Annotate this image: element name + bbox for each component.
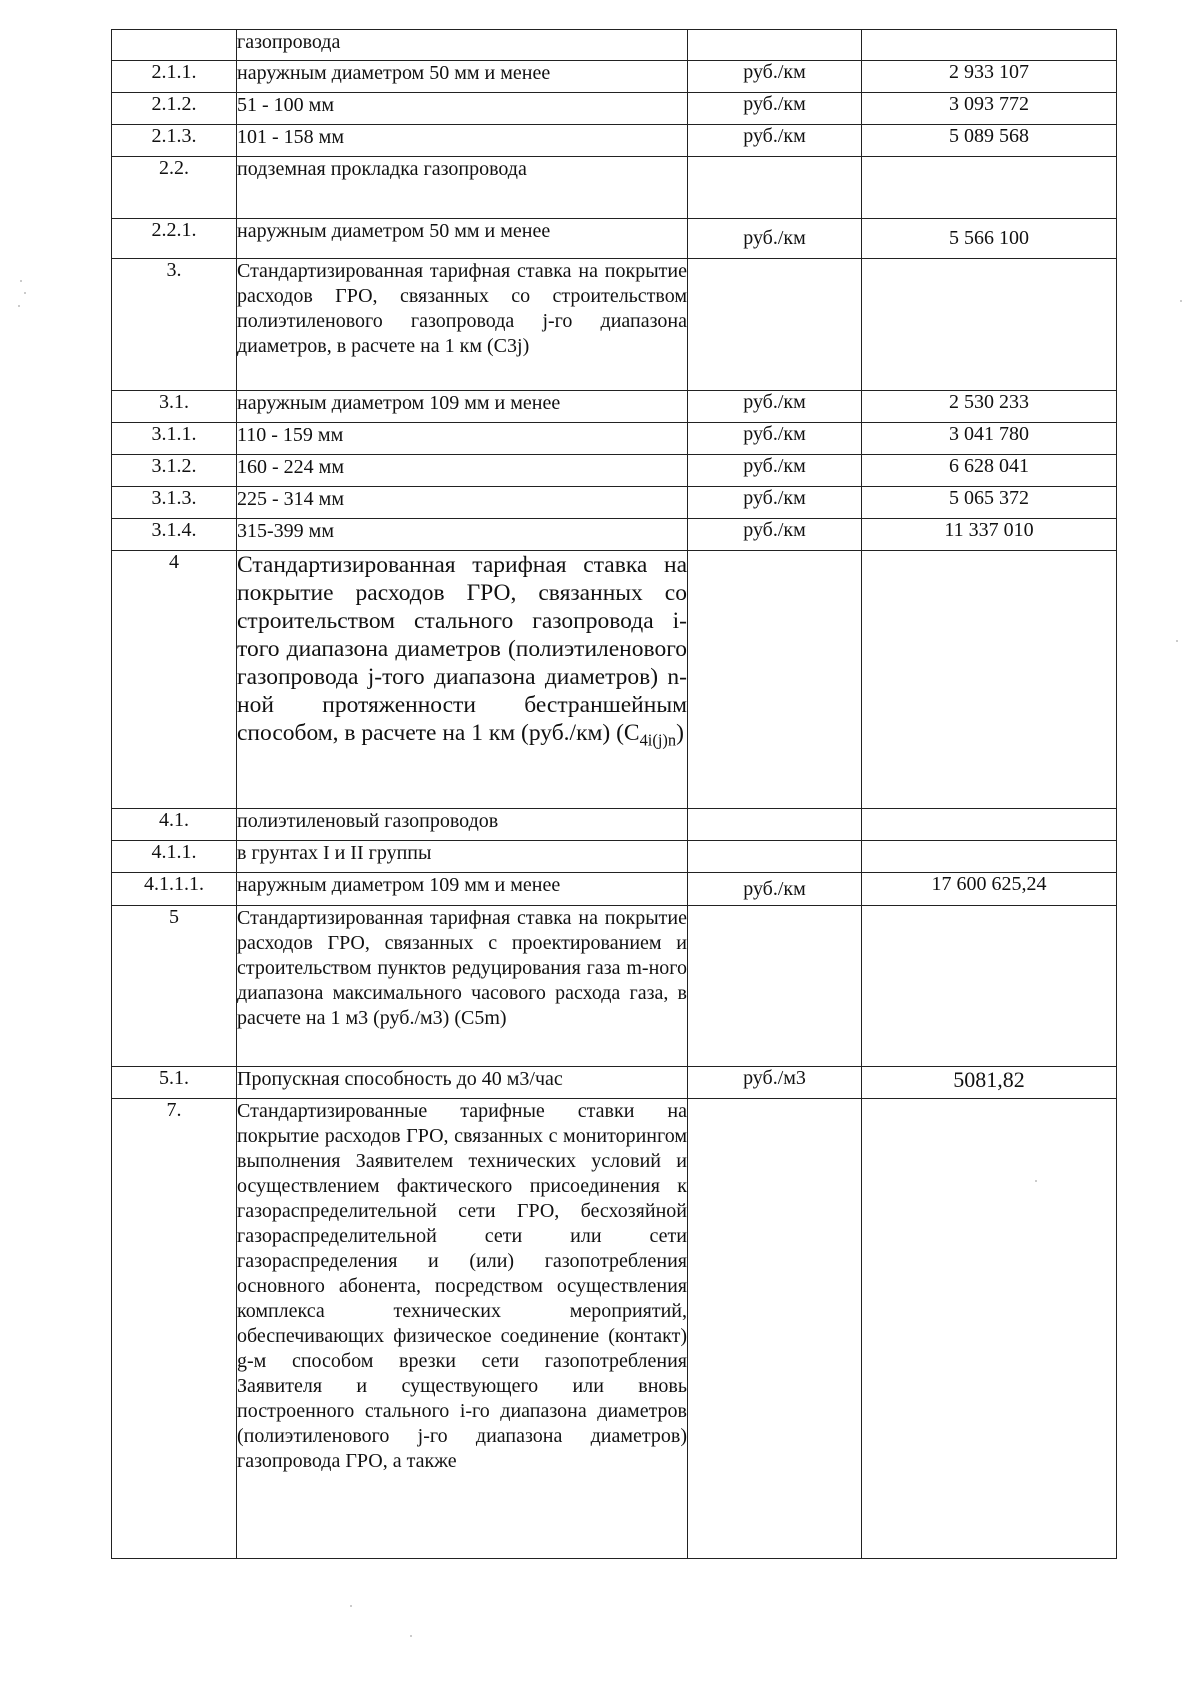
- row-value: [862, 809, 1117, 841]
- row-number: 5.1.: [112, 1067, 237, 1099]
- row-description: полиэтиленовый газопроводов: [237, 809, 688, 841]
- table-row: [112, 519, 1117, 551]
- row-value: 2 530 233: [862, 391, 1117, 423]
- table-row: [112, 873, 1117, 906]
- row-value: [862, 906, 1117, 1067]
- scan-speck: [350, 1605, 352, 1607]
- table-row: [112, 1099, 1117, 1559]
- row-value: 11 337 010: [862, 519, 1117, 551]
- table-row: [112, 841, 1117, 873]
- table-row: [112, 93, 1117, 125]
- row-unit: [688, 809, 862, 841]
- row-value: [862, 157, 1117, 219]
- scan-speck: [20, 280, 22, 282]
- row-unit: руб./км: [688, 519, 862, 551]
- scan-speck: [18, 305, 20, 307]
- table-row: [112, 30, 1117, 61]
- row-unit: руб./км: [688, 61, 862, 93]
- table-row: [112, 906, 1117, 1067]
- row-unit: [688, 259, 862, 391]
- table-row: [112, 259, 1117, 391]
- row-description: наружным диаметром 50 мм и менее: [237, 219, 688, 259]
- row-description: газопровода: [237, 30, 688, 61]
- row-description: Стандартизированные тарифные ставки на покрытие расходов ГРО, связанных с мониторингом выполнения Заявителем технических условий и осуществлением фактического присоединения к газораспределительной сети ГРО, бесхозяйной газораспределительной сети или сети газораспределения и (или) газопотребления основного абонента, посредством осуществления комплекса технических мероприятий, обеспечивающих физическое соединение (контакт) g-м способом врезки сети газопотребления Заявителя и существующего или вновь построенного стального i-го диапазона диаметров (полиэтиленового j-го диапазона диаметров) газопровода ГРО, а также: [237, 1099, 688, 1559]
- row-description: Стандартизированная тарифная ставка на покрытие расходов ГРО, связанных с проектированием и строительством пунктов редуцирования газа m-ного диапазона максимального часового расхода газа, в расчете на 1 м3 (руб./м3) (С5m): [237, 906, 688, 1067]
- row-number: 4.1.1.: [112, 841, 237, 873]
- row-value: 3 093 772: [862, 93, 1117, 125]
- row-value: 5 065 372: [862, 487, 1117, 519]
- row-description: наружным диаметром 109 мм и менее: [237, 391, 688, 423]
- row-unit: руб./км: [688, 455, 862, 487]
- row-number: 2.1.2.: [112, 93, 237, 125]
- row-number: 3.: [112, 259, 237, 391]
- scan-speck: [1180, 300, 1182, 302]
- row-value: 3 041 780: [862, 423, 1117, 455]
- row-value: [862, 551, 1117, 809]
- row-number: 4.1.1.1.: [112, 873, 237, 906]
- row-number: 3.1.4.: [112, 519, 237, 551]
- row-number: 3.1.1.: [112, 423, 237, 455]
- table-row: [112, 61, 1117, 93]
- row-unit: [688, 157, 862, 219]
- row-description: 225 - 314 мм: [237, 487, 688, 519]
- row-number: 2.1.3.: [112, 125, 237, 157]
- tariff-table: [111, 29, 1117, 1559]
- row-description-symbol: (С: [616, 720, 640, 746]
- row-description: [237, 551, 688, 809]
- row-number: 4.1.: [112, 809, 237, 841]
- row-number: 5: [112, 906, 237, 1067]
- row-unit: руб./м3: [688, 1067, 862, 1099]
- row-description: Пропускная способность до 40 м3/час: [237, 1067, 688, 1099]
- row-unit: руб./км: [688, 219, 862, 259]
- scan-speck: [1035, 1180, 1037, 1182]
- table-row: [112, 157, 1117, 219]
- row-value: 5081,82: [862, 1067, 1117, 1099]
- scan-speck: [24, 292, 26, 294]
- row-value: 5 566 100: [862, 219, 1117, 259]
- table-row: [112, 423, 1117, 455]
- table-row: [112, 551, 1117, 809]
- row-description-close: ): [676, 720, 684, 746]
- row-number: 2.1.1.: [112, 61, 237, 93]
- row-description-text: Стандартизированная тарифная ставка на покрытие расходов ГРО, связанных со строительством стального газопровода i-того диапазона диаметров (полиэтиленового газопровода j-того диапазона диаметров) n-ной протяженности бестраншейным способом, в расчете на 1 км (руб./км): [237, 552, 687, 746]
- table-row: [112, 487, 1117, 519]
- row-value: 5 089 568: [862, 125, 1117, 157]
- row-value: 6 628 041: [862, 455, 1117, 487]
- row-unit: руб./км: [688, 125, 862, 157]
- row-number: [112, 30, 237, 61]
- row-description: 110 - 159 мм: [237, 423, 688, 455]
- table-row: [112, 219, 1117, 259]
- scan-speck: [1176, 640, 1178, 642]
- row-description: в грунтах I и II группы: [237, 841, 688, 873]
- table-row: [112, 809, 1117, 841]
- row-unit: руб./км: [688, 873, 862, 906]
- row-value: [862, 30, 1117, 61]
- row-number: 3.1.2.: [112, 455, 237, 487]
- row-value: 2 933 107: [862, 61, 1117, 93]
- row-unit: руб./км: [688, 487, 862, 519]
- row-value: [862, 841, 1117, 873]
- scan-speck: [410, 1635, 412, 1637]
- row-number: 2.2.1.: [112, 219, 237, 259]
- row-unit: [688, 30, 862, 61]
- table-row: [112, 391, 1117, 423]
- row-unit: руб./км: [688, 93, 862, 125]
- row-number: 3.1.: [112, 391, 237, 423]
- row-unit: [688, 1099, 862, 1559]
- row-description: 51 - 100 мм: [237, 93, 688, 125]
- row-description: 315-399 мм: [237, 519, 688, 551]
- row-description-subscript: 4i(j)n: [639, 730, 677, 750]
- row-value: [862, 259, 1117, 391]
- row-unit: [688, 841, 862, 873]
- row-number: 2.2.: [112, 157, 237, 219]
- row-description: наружным диаметром 50 мм и менее: [237, 61, 688, 93]
- row-description: 160 - 224 мм: [237, 455, 688, 487]
- row-value: 17 600 625,24: [862, 873, 1117, 906]
- row-unit: [688, 906, 862, 1067]
- row-unit: руб./км: [688, 423, 862, 455]
- row-number: 4: [112, 551, 237, 809]
- row-description: подземная прокладка газопровода: [237, 157, 688, 219]
- row-description: наружным диаметром 109 мм и менее: [237, 873, 688, 906]
- row-number: 3.1.3.: [112, 487, 237, 519]
- table-row: [112, 125, 1117, 157]
- table-row: [112, 1067, 1117, 1099]
- row-unit: [688, 551, 862, 809]
- row-unit: руб./км: [688, 391, 862, 423]
- table-row: [112, 455, 1117, 487]
- row-description: 101 - 158 мм: [237, 125, 688, 157]
- row-value: [862, 1099, 1117, 1559]
- row-number: 7.: [112, 1099, 237, 1559]
- row-description: Стандартизированная тарифная ставка на покрытие расходов ГРО, связанных со строительством полиэтиленового газопровода j-го диапазона диаметров, в расчете на 1 км (С3j): [237, 259, 688, 391]
